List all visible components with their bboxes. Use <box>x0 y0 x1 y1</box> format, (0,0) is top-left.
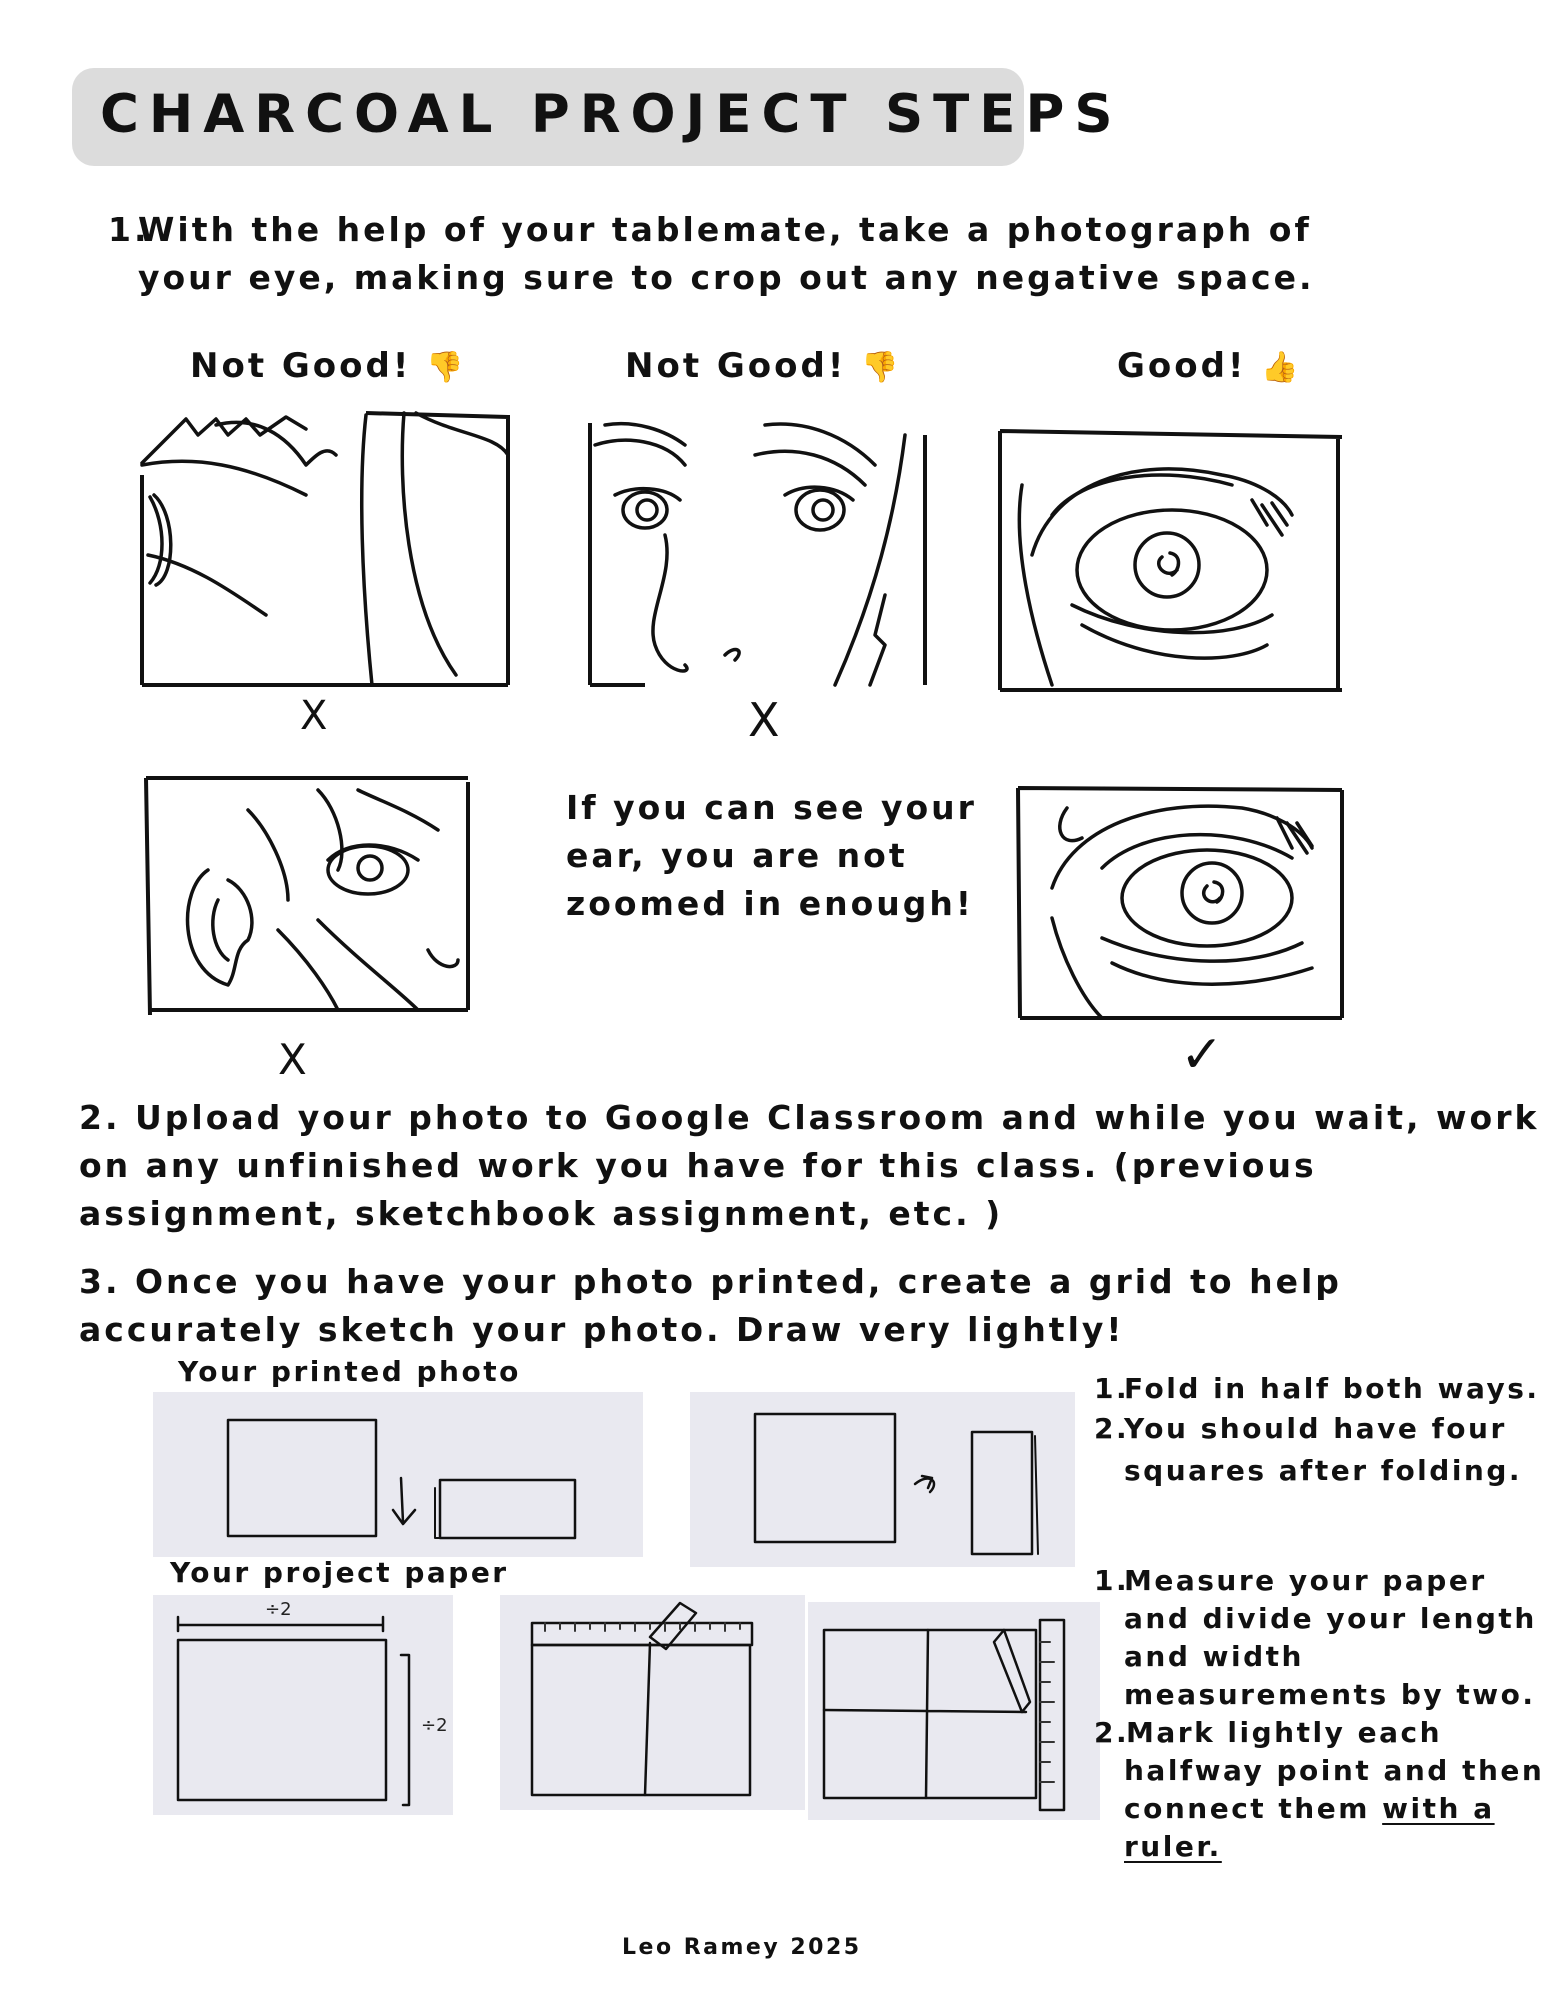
footer-credit: Leo Ramey 2025 <box>622 1935 862 1960</box>
paper-step-2-line4: ruler. <box>1124 1830 1222 1863</box>
mark-halfway-sketch <box>500 1595 805 1810</box>
step1-line2: your eye, making sure to crop out any negative space. <box>138 258 1315 297</box>
x-mark: X <box>278 1035 307 1084</box>
paper-step-1-line3: and width <box>1124 1640 1304 1673</box>
printed-step-1: 1. Fold in half both ways. <box>1094 1372 1540 1405</box>
divide-label-side: ÷2 <box>421 1715 448 1736</box>
eye-sketch-ear <box>138 770 478 1020</box>
measure-paper-sketch <box>153 1595 453 1815</box>
paper-step-2-line3: connect them with a <box>1124 1792 1495 1825</box>
paper-step-1-line4: measurements by two. <box>1124 1678 1536 1711</box>
eye-sketch-good-1 <box>992 425 1347 700</box>
fold-photo-sketch-1 <box>153 1392 643 1557</box>
step1-line1: With the help of your tablemate, take a photograph of <box>138 210 1312 249</box>
connect-lines-sketch <box>808 1602 1100 1820</box>
step1-number: 1. <box>108 210 150 249</box>
page-title: CHARCOAL PROJECT STEPS <box>100 84 1123 145</box>
thumbs-down-icon: 👎 <box>861 350 902 385</box>
example-label-3: Good! 👍 <box>1117 346 1302 386</box>
paper-step-1: 1. Measure your paper <box>1094 1564 1487 1597</box>
check-mark: ✓ <box>1180 1025 1224 1085</box>
example-label-1: Not Good! 👎 <box>190 346 467 386</box>
project-paper-label: Your project paper <box>170 1556 509 1589</box>
fold-photo-sketch-2 <box>690 1392 1075 1567</box>
example-label-2: Not Good! 👎 <box>625 346 902 386</box>
paper-step-1-line2: and divide your length <box>1124 1602 1537 1635</box>
ear-note-line2: ear, you are not <box>566 836 908 875</box>
step2-line3: assignment, sketchbook assignment, etc. ) <box>79 1194 1004 1233</box>
x-mark: X <box>300 693 328 739</box>
eye-sketch-good-2 <box>1012 778 1357 1028</box>
thumbs-up-icon: 👍 <box>1261 350 1302 385</box>
step3-line1: 3. Once you have your photo printed, create a grid to help <box>79 1262 1342 1301</box>
step2-line1: 2. Upload your photo to Google Classroom and while you wait, work <box>79 1098 1540 1137</box>
ear-note-line1: If you can see your <box>566 788 977 827</box>
underlined-text: with a <box>1382 1792 1495 1825</box>
printed-step-2: 2. You should have four <box>1094 1412 1507 1445</box>
step2-line2: on any unfinished work you have for this class. (previous <box>79 1146 1317 1185</box>
thumbs-down-icon: 👎 <box>426 350 467 385</box>
paper-step-2: 2. Mark lightly each <box>1094 1716 1443 1749</box>
divide-label-top: ÷2 <box>265 1599 292 1620</box>
eye-sketch-too-wide <box>136 405 514 690</box>
eye-sketch-face <box>585 415 930 690</box>
printed-photo-label: Your printed photo <box>178 1355 521 1388</box>
printed-step-2-line2: squares after folding. <box>1124 1454 1523 1487</box>
paper-step-2-line2: halfway point and then <box>1124 1754 1545 1787</box>
step3-line2: accurately sketch your photo. Draw very lightly! <box>79 1310 1125 1349</box>
x-mark: X <box>748 693 780 747</box>
ear-note-line3: zoomed in enough! <box>566 884 974 923</box>
